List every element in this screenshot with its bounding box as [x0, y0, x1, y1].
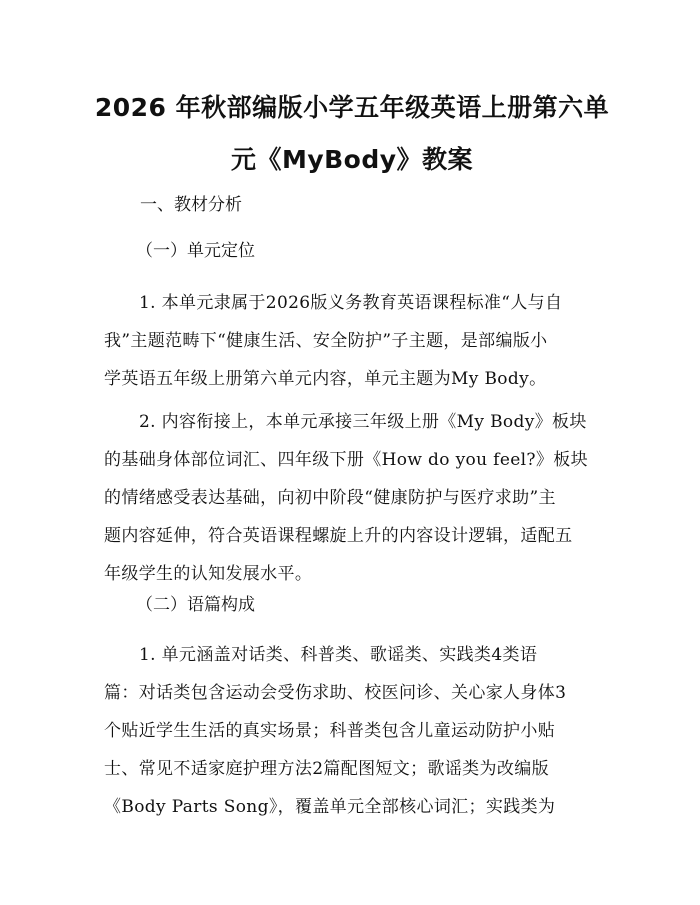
- paragraph-text-composition-1: [104, 636, 600, 826]
- subsection-heading-text-composition: （二）语篇构成: [136, 595, 255, 615]
- paragraph-line: 年级学生的认知发展水平。: [104, 564, 313, 584]
- paragraph-line: 士、常见不适家庭护理方法2篇配图短文；歌谣类为改编版: [104, 759, 549, 779]
- subsection-heading-unit-positioning: （一）单元定位: [136, 241, 255, 261]
- paragraph-unit-positioning-1: [104, 284, 600, 398]
- paragraph-line: 1. 本单元隶属于2026版义务教育英语课程标准“人与自: [139, 293, 563, 313]
- paragraph-line: 学英语五年级上册第六单元内容，单元主题为My Body。: [104, 369, 547, 389]
- paragraph-line: 1. 单元涵盖对话类、科普类、歌谣类、实践类4类语: [139, 645, 538, 665]
- title-line-1: 2026 年秋部编版小学五年级英语上册第六单: [94, 93, 610, 122]
- paragraph-line: 篇：对话类包含运动会受伤求助、校医问诊、关心家人身体3: [104, 683, 567, 703]
- section-heading-textbook-analysis: 一、教材分析: [140, 195, 242, 215]
- paragraph-line: 个贴近学生生活的真实场景；科普类包含儿童运动防护小贴: [104, 721, 556, 741]
- paragraph-unit-positioning-2: [104, 403, 600, 593]
- paragraph-line: 的情绪感受表达基础，向初中阶段“健康防护与医疗求助”主: [104, 488, 556, 508]
- paragraph-line: 《Body Parts Song》，覆盖单元全部核心词汇；实践类为: [104, 797, 556, 817]
- paragraph-line: 的基础身体部位词汇、四年级下册《How do you feel?》板块: [104, 450, 588, 470]
- paragraph-line: 2. 内容衔接上，本单元承接三年级上册《My Body》板块: [139, 412, 587, 432]
- document-title: [92, 82, 612, 186]
- paragraph-line: 题内容延伸，符合英语课程螺旋上升的内容设计逻辑，适配五: [104, 526, 573, 546]
- title-line-2: 元《MyBody》教案: [230, 145, 474, 174]
- paragraph-line: 我”主题范畴下“健康生活、安全防护”子主题，是部编版小: [104, 331, 548, 351]
